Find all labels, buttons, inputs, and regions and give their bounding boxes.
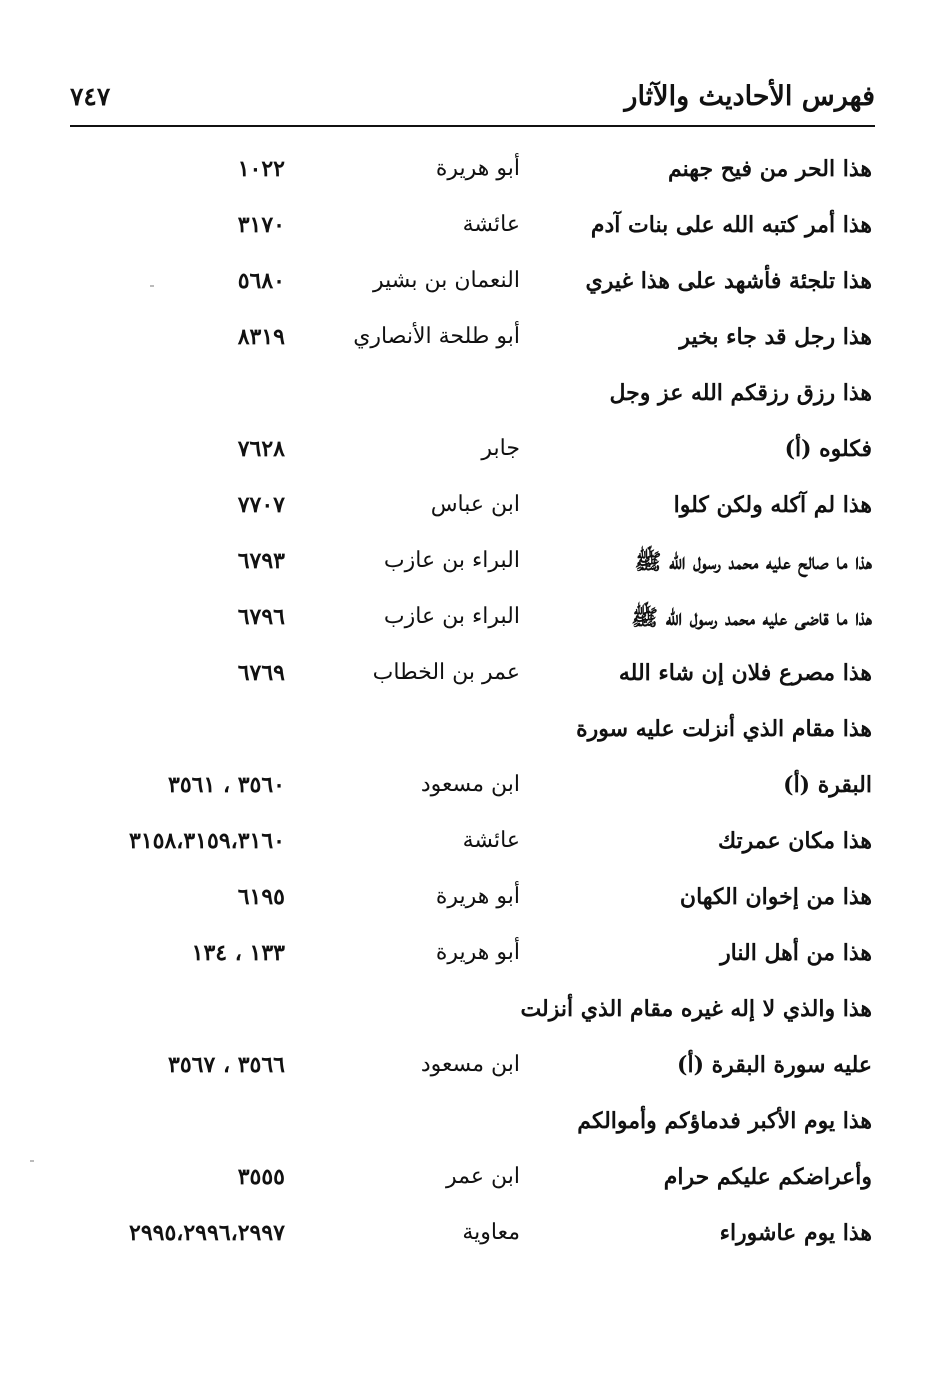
- index-entry: [0, 1210, 930, 1266]
- index-entry: [0, 762, 930, 818]
- index-entry: [0, 650, 930, 706]
- hadith-numbers: ١٣٣ ، ١٣٤: [191, 940, 285, 966]
- index-entry: [0, 874, 930, 930]
- hadith-text: هذا ما قاضى عليه محمد رسول الله ﷺ: [631, 605, 872, 631]
- index-entry: [0, 146, 930, 202]
- hadith-text: هذا يوم الأكبر فدماؤكم وأموالكم: [577, 1108, 872, 1134]
- index-entry: [0, 986, 930, 1042]
- hadith-text: هذا يوم عاشوراء: [719, 1220, 872, 1246]
- hadith-text: هذا من أهل النار: [720, 940, 872, 966]
- hadith-text: وأعراضكم عليكم حرام: [663, 1164, 872, 1190]
- scan-speck: [30, 1160, 34, 1162]
- hadith-numbers: ٢٩٩٥،٢٩٩٦،٢٩٩٧: [129, 1220, 285, 1246]
- index-entry: [0, 370, 930, 426]
- narrator: البراء بن عازب: [383, 548, 520, 573]
- hadith-numbers: ١٠٢٢: [237, 156, 285, 182]
- narrator: عائشة: [462, 212, 520, 237]
- page-number: ٧٤٧: [70, 81, 111, 111]
- header-rule: [70, 125, 875, 127]
- index-entry: [0, 1098, 930, 1154]
- narrator: جابر: [481, 436, 520, 461]
- narrator: ابن مسعود: [420, 772, 520, 797]
- narrator: ابن عباس: [430, 492, 520, 517]
- hadith-numbers: ٣٥٦٦ ، ٣٥٦٧: [168, 1052, 285, 1078]
- hadith-numbers: ٦١٩٥: [237, 884, 285, 910]
- hadith-numbers: ٦٧٩٦: [237, 604, 285, 630]
- index-entry: [0, 1042, 930, 1098]
- hadith-numbers: ٣٥٦٠ ، ٣٥٦١: [168, 772, 285, 798]
- hadith-numbers: ٣٥٥٥: [237, 1164, 285, 1190]
- hadith-text: هذا ما صالح عليه محمد رسول الله ﷺ: [634, 549, 872, 575]
- index-entry: [0, 426, 930, 482]
- index-entry: [0, 706, 930, 762]
- hadith-text: هذا مصرع فلان إن شاء الله: [618, 660, 872, 686]
- index-entry: [0, 314, 930, 370]
- hadith-numbers: ٧٦٢٨: [237, 436, 285, 462]
- narrator: النعمان بن بشير: [372, 268, 520, 293]
- hadith-numbers: ٣١٥٨،٣١٥٩،٣١٦٠: [129, 828, 285, 854]
- narrator: أبو هريرة: [435, 940, 520, 965]
- hadith-numbers: ٣١٧٠: [237, 212, 285, 238]
- index-entry: [0, 482, 930, 538]
- hadith-numbers: ٦٧٦٩: [237, 660, 285, 686]
- hadith-numbers: ٥٦٨٠: [237, 268, 285, 294]
- hadith-text: هذا تلجئة فأشهد على هذا غيري: [585, 268, 872, 294]
- hadith-text: هذا مكان عمرتك: [717, 828, 872, 854]
- hadith-numbers: ٨٣١٩: [237, 324, 285, 350]
- index-entry: [0, 594, 930, 650]
- narrator: عمر بن الخطاب: [372, 660, 520, 685]
- narrator: ابن مسعود: [420, 1052, 520, 1077]
- index-entry: [0, 1154, 930, 1210]
- narrator: عائشة: [462, 828, 520, 853]
- index-entry: [0, 818, 930, 874]
- hadith-text: عليه سورة البقرة (أ): [677, 1052, 872, 1078]
- narrator: أبو طلحة الأنصاري: [353, 324, 520, 349]
- hadith-text: هذا أمر كتبه الله على بنات آدم: [590, 212, 872, 238]
- scan-speck: [150, 285, 154, 287]
- hadith-text: هذا رزق رزقكم الله عز وجل: [609, 380, 872, 406]
- index-entry: [0, 202, 930, 258]
- narrator: البراء بن عازب: [383, 604, 520, 629]
- hadith-text: هذا والذي لا إله غيره مقام الذي أنزلت: [520, 996, 872, 1022]
- index-entry: [0, 538, 930, 594]
- hadith-text: هذا الحر من فيح جهنم: [668, 156, 872, 182]
- hadith-numbers: ٦٧٩٣: [237, 548, 285, 574]
- index-entry: [0, 930, 930, 986]
- hadith-index-list: [0, 146, 930, 1266]
- hadith-text: هذا رجل قد جاء بخير: [679, 324, 872, 350]
- hadith-text: فكلوه (أ): [784, 436, 872, 462]
- page-title: فهرس الأحاديث والآثار: [624, 80, 875, 112]
- hadith-text: هذا من إخوان الكهان: [679, 884, 872, 910]
- index-entry: [0, 258, 930, 314]
- hadith-text: هذا مقام الذي أنزلت عليه سورة: [576, 716, 872, 742]
- narrator: أبو هريرة: [435, 884, 520, 909]
- narrator: معاوية: [462, 1220, 520, 1245]
- narrator: أبو هريرة: [435, 156, 520, 181]
- hadith-text: هذا لم آكله ولكن كلوا: [673, 492, 872, 518]
- hadith-text: البقرة (أ): [783, 772, 872, 798]
- narrator: ابن عمر: [446, 1164, 520, 1189]
- hadith-numbers: ٧٧٠٧: [237, 492, 285, 518]
- page-header: [70, 72, 875, 120]
